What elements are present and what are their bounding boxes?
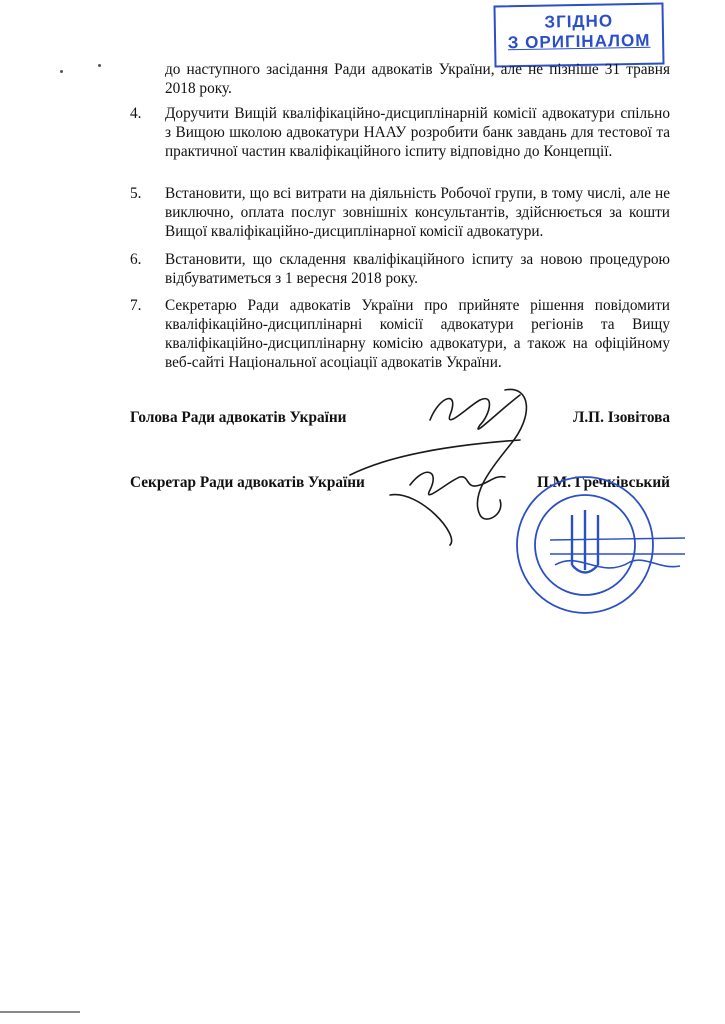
continuation-paragraph: до наступного засідання Ради адвокатів України, але не пізніше 31 травня 2018 року. xyxy=(165,61,670,97)
item-text: Секретарю Ради адвокатів України про прийняте рішення повідомити кваліфікаційно-дисциплінарні комісії адвокатури регіонів та Вищу кваліфікаційно-дисциплінарну комісію адвокатури, а також на офіційному веб-сайті Національної асоціації адвокатів України. xyxy=(165,297,670,371)
scan-speck xyxy=(98,64,101,67)
stamp-line-1: ЗГІДНО xyxy=(544,11,614,32)
scan-speck xyxy=(60,70,63,73)
item-number: 4. xyxy=(130,105,142,122)
signatory-name: П.М. Гречківський xyxy=(537,474,670,491)
item-text: Доручити Вищій кваліфікаційно-дисциплінарній комісії адвокатури спільно з Вищою школою адвокатури НААУ розробити банк завдань для тестової та практичної частин кваліфікаційного іспиту відповідно до Концепції. xyxy=(165,105,670,160)
item-number: 6. xyxy=(130,251,142,268)
organization-seal xyxy=(510,470,690,620)
scan-edge-line xyxy=(0,1011,80,1013)
signatory-role: Секретар Ради адвокатів України xyxy=(130,474,365,491)
signatory-role: Голова Ради адвокатів України xyxy=(130,409,347,426)
stamp-line-2: З ОРИГІНАЛОМ xyxy=(507,30,651,53)
item-number: 5. xyxy=(130,185,142,202)
item-text: Встановити, що всі витрати на діяльність Робочої групи, в тому числі, але не виключно, оплата послуг зовнішніх консультантів, здійснюється за кошти Вищої кваліфікаційно-дисциплінарної комісії адвокатури. xyxy=(165,185,670,240)
certified-copy-stamp xyxy=(493,3,664,68)
item-text: Встановити, що складення кваліфікаційного іспиту за новою процедурою відбуватиметься з 1 вересня 2018 року. xyxy=(165,251,670,287)
signatory-name: Л.П. Ізовітова xyxy=(572,409,670,426)
item-number: 7. xyxy=(130,297,142,314)
